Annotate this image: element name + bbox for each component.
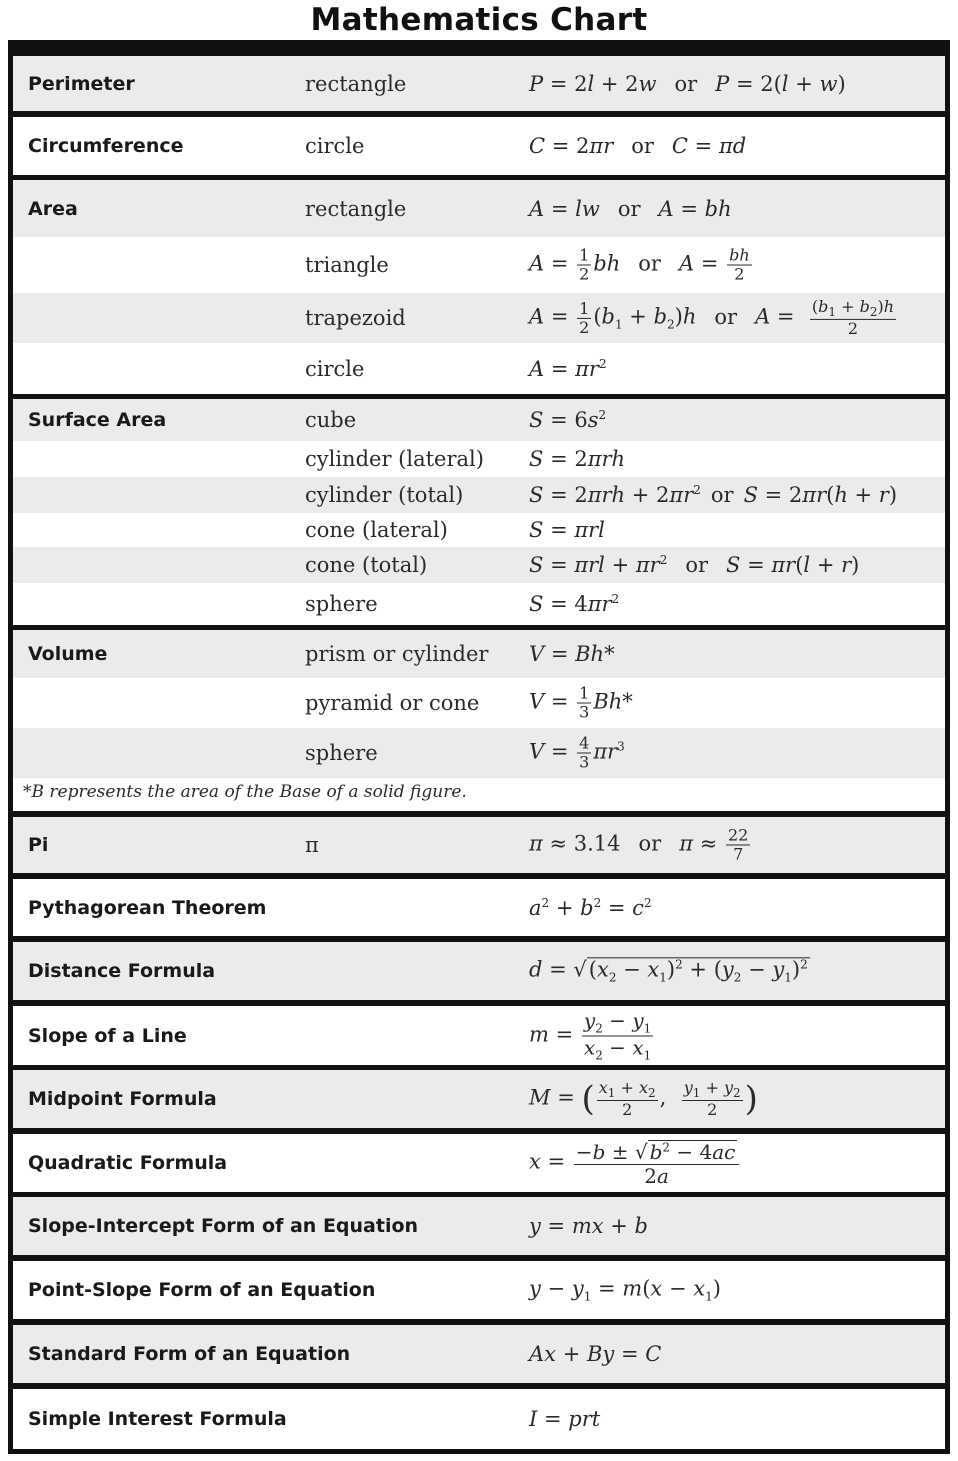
vol-formula-prism: V = Bh* bbox=[529, 642, 615, 666]
vol-row-pyramid bbox=[13, 678, 945, 728]
perimeter-label: Perimeter bbox=[28, 72, 135, 95]
area-formula-rectangle: A = lw or A = bh bbox=[529, 196, 732, 221]
interest-label: Simple Interest Formula bbox=[28, 1408, 287, 1430]
area-row-triangle bbox=[13, 237, 945, 293]
area-shape-rectangle: rectangle bbox=[305, 196, 407, 221]
interest-formula: I = prt bbox=[529, 1407, 601, 1431]
area-label: Area bbox=[28, 197, 78, 220]
distance-label: Distance Formula bbox=[28, 960, 216, 982]
pi-section bbox=[13, 817, 945, 873]
sa-row-cone-lateral bbox=[13, 513, 945, 547]
area-formula-trapezoid: A = $\frac{1}{2}$ $(b_1 + b_2)h$ or A = $\frac{(b_1 + b_2)h}{2}$ bbox=[529, 296, 895, 339]
midpoint-formula: M = ( $\frac{x_1 + x_2}{2}$ , $\frac{y_1 + y_2}{2}$ ) bbox=[529, 1077, 758, 1120]
vol-shape-sphere: sphere bbox=[305, 741, 378, 765]
area-row-trapezoid bbox=[13, 293, 945, 343]
sa-formula-sphere: $S = 4\pi r^2$ bbox=[529, 592, 620, 616]
sa-row-cylinder-total bbox=[13, 477, 945, 513]
sa-row-cylinder-lateral bbox=[13, 441, 945, 477]
sa-formula-cylinder-lateral: S = 2πrh bbox=[529, 447, 626, 471]
vol-row-prism bbox=[13, 630, 945, 678]
pi-label: Pi bbox=[28, 834, 49, 856]
area-shape-triangle: triangle bbox=[305, 253, 389, 277]
vol-row-sphere bbox=[13, 728, 945, 778]
sa-row-sphere bbox=[13, 583, 945, 625]
perimeter-formula: P = 2l + 2w or P = 2(l + w) bbox=[529, 71, 846, 96]
pythagorean-label: Pythagorean Theorem bbox=[28, 896, 267, 919]
surface-area-label: Surface Area bbox=[28, 409, 167, 431]
sa-shape-cylinder-lateral: cylinder (lateral) bbox=[305, 447, 484, 471]
pi-symbol: π bbox=[305, 833, 319, 857]
area-formula-triangle: A = $\frac{1}{2}$ bh or A = $\frac{bh}{2}$ bbox=[529, 245, 750, 284]
sa-formula-cone-total: $S = \pi rl + \pi r^2$ or S = πr(l + r) bbox=[529, 553, 860, 577]
midpoint-section bbox=[13, 1070, 945, 1128]
slope-intercept-formula: y = mx + b bbox=[529, 1214, 648, 1238]
point-slope-section bbox=[13, 1261, 945, 1319]
circumference-label: Circumference bbox=[28, 135, 184, 157]
circumference-section bbox=[13, 117, 945, 175]
vol-formula-sphere: V = $\frac{4}{3}$ $\pi r^3$ bbox=[529, 733, 625, 772]
surface-area-section bbox=[13, 399, 945, 625]
quadratic-formula: x = $\frac{-b \pm √ b^2 - 4ac}{2a}$ bbox=[529, 1140, 741, 1186]
volume-label: Volume bbox=[28, 643, 108, 665]
pi-formula: π ≈ 3.14 or π ≈ $\frac{22}{7}$ bbox=[529, 825, 749, 864]
area-formula-circle: $A = \pi r^2$ bbox=[529, 356, 607, 381]
vol-formula-pyramid: V = $\frac{1}{3}$ Bh* bbox=[529, 683, 633, 722]
circumference-formula: C = 2πr or C = πd bbox=[529, 134, 747, 158]
perimeter-shape: rectangle bbox=[305, 71, 407, 96]
vol-shape-pyramid: pyramid or cone bbox=[305, 691, 480, 715]
sa-formula-cube: $S = 6s^2$ bbox=[529, 408, 607, 432]
quadratic-label: Quadratic Formula bbox=[28, 1152, 228, 1174]
area-row-rectangle bbox=[13, 180, 945, 237]
pythagorean-section bbox=[13, 879, 945, 936]
sa-shape-cone-lateral: cone (lateral) bbox=[305, 518, 448, 542]
pythagorean-formula: $a^2 + b^2 = c^2$ bbox=[529, 895, 652, 920]
slope-section bbox=[13, 1006, 945, 1065]
interest-section bbox=[13, 1389, 945, 1449]
sa-shape-sphere: sphere bbox=[305, 592, 378, 616]
point-slope-label: Point-Slope Form of an Equation bbox=[28, 1279, 376, 1301]
sa-formula-cone-lateral: S = πrl bbox=[529, 518, 605, 542]
sa-row-cone-total bbox=[13, 547, 945, 583]
slope-intercept-section bbox=[13, 1197, 945, 1255]
sa-shape-cube: cube bbox=[305, 408, 357, 432]
area-row-circle bbox=[13, 343, 945, 394]
sa-formula-cylinder-total: $S = 2\pi rh + 2\pi r^2$ or S = 2πr(h + r) bbox=[529, 483, 898, 507]
quadratic-section bbox=[13, 1134, 945, 1192]
slope-formula: m = $\frac{y_2 - y_1}{x_2 - x_1}$ bbox=[529, 1008, 652, 1062]
perimeter-section bbox=[13, 56, 945, 111]
volume-footnote: *B represents the area of the Base of a solid figure. bbox=[23, 782, 467, 802]
area-shape-trapezoid: trapezoid bbox=[305, 306, 406, 330]
slope-label: Slope of a Line bbox=[28, 1024, 187, 1047]
page-title: Mathematics Chart bbox=[310, 2, 648, 38]
vol-shape-prism: prism or cylinder bbox=[305, 642, 489, 666]
slope-intercept-label: Slope-Intercept Form of an Equation bbox=[28, 1215, 419, 1237]
sa-row-cube bbox=[13, 399, 945, 441]
standard-form-label: Standard Form of an Equation bbox=[28, 1343, 351, 1365]
area-shape-circle: circle bbox=[305, 356, 365, 381]
area-section bbox=[13, 180, 945, 394]
sa-shape-cone-total: cone (total) bbox=[305, 553, 428, 577]
midpoint-label: Midpoint Formula bbox=[28, 1088, 217, 1110]
standard-form-section bbox=[13, 1325, 945, 1383]
sa-shape-cylinder-total: cylinder (total) bbox=[305, 483, 464, 507]
volume-section bbox=[13, 630, 945, 811]
distance-section bbox=[13, 942, 945, 1000]
standard-form-formula: Ax + By = C bbox=[529, 1342, 662, 1366]
circumference-shape: circle bbox=[305, 134, 365, 158]
point-slope-formula: $y - y_1 = m(x - x_1)$ bbox=[529, 1276, 721, 1304]
distance-formula: $d = √(x_2 - x_1)^2 + (y_2 - y_1)^2$ bbox=[529, 957, 808, 985]
